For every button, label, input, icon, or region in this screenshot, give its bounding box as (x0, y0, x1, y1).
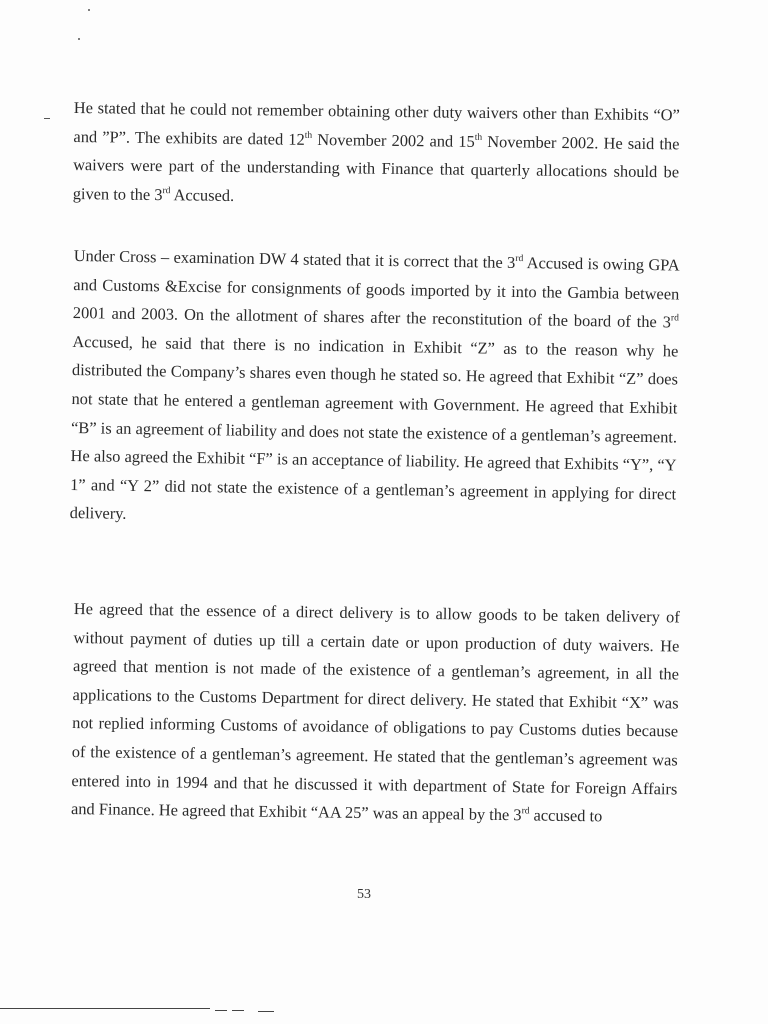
text-run: Accused, he said that there is no indication in Exhibit “Z” as to the reason why he distributed the Company’s shares even though he stated so. He agreed that Exhibit “Z” does not state that he entered a gentleman agreement with Government. He agreed that Exhibit “B” is an agreement of liability and does not state the existence of a gentleman’s agreement. He also agreed the Exhibit “F” is an acceptance of liability. He agreed that Exhibits “Y”, “Y 1” and “Y 2” did not state the existence of a gentleman’s agreement in applying for direct delivery. (69, 331, 679, 524)
scan-speck (88, 9, 90, 11)
ordinal-suffix: rd (515, 253, 524, 265)
ordinal-suffix: th (304, 130, 313, 141)
text-run: November 2002. He said the waivers were part of the understanding with Finance that quarterly allocations should be given to the 3 (72, 131, 680, 204)
text-run: He stated that he could not remember obtaining other duty waivers other than Exhibits “O” and ”P”. The exhibits are dated 12 (73, 97, 680, 149)
text-run: November 2002 and 15 (312, 129, 475, 151)
scan-speck (44, 118, 50, 119)
ordinal-suffix: th (474, 132, 483, 143)
paragraph-direct-delivery (71, 595, 680, 832)
text-run: Under Cross – examination DW 4 stated that it is correct that the 3 (73, 245, 516, 272)
page-number: 53 (357, 887, 371, 902)
scan-speck (78, 38, 80, 40)
paragraph-cross-examination (70, 242, 680, 537)
text-run: He agreed that the essence of a direct delivery is to allow goods to be taken delivery of without payment of duties up till a certain date or upon production of duty waivers. He agreed that mention is not made of the existence of a gentleman’s agreement, in all the applications to the Customs Department for direct delivery. He stated that Exhibit “X” was not replied informing Customs of avoidance of obligations to pay Customs duties because of the existence of a gentleman’s agreement. He stated that the gentleman’s agreement was entered into in 1994 and that he discussed it with department of State for Foreign Affairs and Finance. He agreed that Exhibit “AA 25” was an appeal by the 3 (70, 598, 680, 825)
ordinal-suffix: rd (670, 313, 679, 324)
paragraph-waivers (73, 94, 680, 216)
scan-edge-line (0, 1008, 210, 1009)
ordinal-suffix: rd (162, 185, 171, 196)
text-run: Accused is owing GPA and Customs &Excise for consignments of goods imported by it into the Gambia between 2001 and 2003. On the allotment of shares after the reconstitution of the board of the 3 (72, 253, 680, 332)
scan-edge-line (215, 1010, 227, 1011)
ordinal-suffix: rd (521, 806, 530, 817)
text-run: Accused. (170, 184, 235, 205)
text-run: accused to (529, 805, 603, 826)
scan-edge-line (232, 1010, 244, 1011)
scan-edge-line (258, 1011, 274, 1012)
